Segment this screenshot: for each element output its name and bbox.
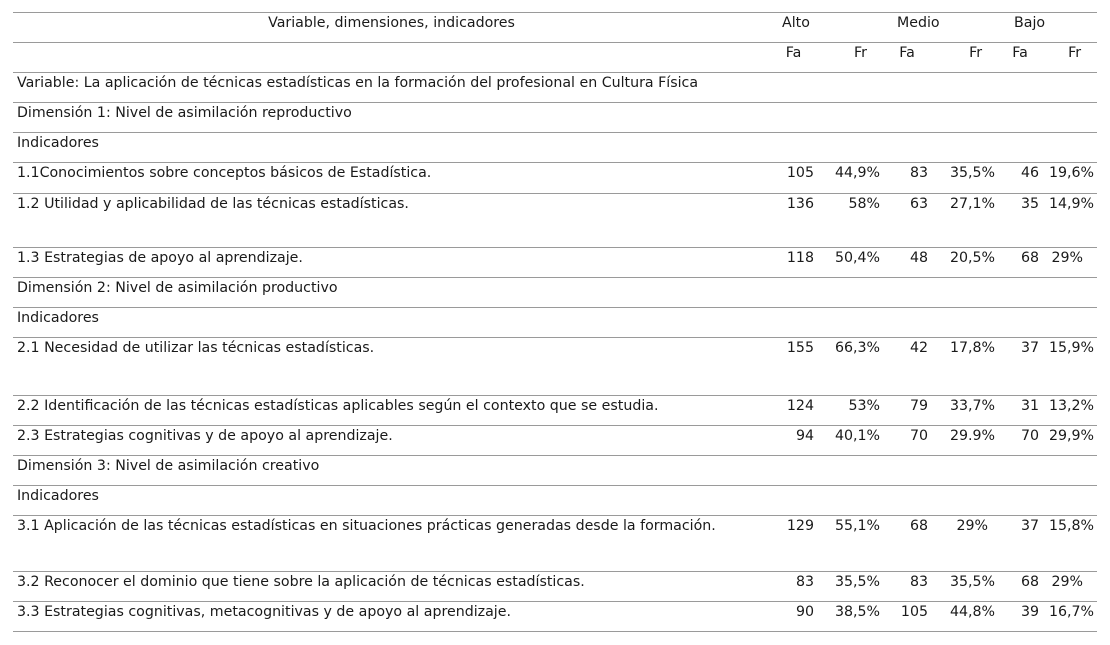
header-subcol-bajo-fr: Fr <box>1042 43 1097 73</box>
header-group-bajo: Bajo <box>998 13 1097 43</box>
indicator-label: 3.2 Reconocer el dominio que tiene sobre la aplicación de técnicas estadísticas. <box>13 572 770 602</box>
table-row <box>13 516 1097 572</box>
alto-fr: 38,5% <box>817 602 883 632</box>
medio-fr: 27,1% <box>931 194 998 248</box>
medio-fr: 35,5% <box>931 572 998 602</box>
medio-fr: 29.9% <box>931 426 998 456</box>
alto-fa: 129 <box>770 516 817 572</box>
bajo-fr: 29% <box>1042 248 1097 278</box>
alto-fr: 53% <box>817 396 883 426</box>
table-row <box>13 194 1097 248</box>
alto-fr: 50,4% <box>817 248 883 278</box>
header-subcol-alto-fr: Fr <box>817 43 883 73</box>
indicators-label: Indicadores <box>13 486 1097 516</box>
alto-fa: 155 <box>770 338 817 396</box>
bajo-fa: 37 <box>998 338 1042 396</box>
bajo-fr: 29,9% <box>1042 426 1097 456</box>
indicator-label: 1.3 Estrategias de apoyo al aprendizaje. <box>13 248 770 278</box>
indicator-label: 3.3 Estrategias cognitivas, metacognitivas y de apoyo al aprendizaje. <box>13 602 770 632</box>
bajo-fa: 31 <box>998 396 1042 426</box>
alto-fa: 83 <box>770 572 817 602</box>
table-row <box>13 163 1097 194</box>
medio-fa: 68 <box>883 516 931 572</box>
header-subcol-alto-fa: Fa <box>770 43 817 73</box>
table-row <box>13 602 1097 632</box>
alto-fa: 136 <box>770 194 817 248</box>
bajo-fr: 15,8% <box>1042 516 1097 572</box>
alto-fr: 55,1% <box>817 516 883 572</box>
medio-fr: 33,7% <box>931 396 998 426</box>
table-row <box>13 396 1097 426</box>
alto-fr: 66,3% <box>817 338 883 396</box>
bajo-fa: 68 <box>998 248 1042 278</box>
dimension-title: Dimensión 3: Nivel de asimilación creativo <box>13 456 1097 486</box>
bajo-fa: 37 <box>998 516 1042 572</box>
dimension-title: Dimensión 2: Nivel de asimilación productivo <box>13 278 1097 308</box>
alto-fa: 105 <box>770 163 817 194</box>
indicators-label: Indicadores <box>13 308 1097 338</box>
variable-label: Variable: La aplicación de técnicas estadísticas en la formación del profesional en Cultura Física <box>13 73 1097 103</box>
alto-fr: 44,9% <box>817 163 883 194</box>
bajo-fa: 39 <box>998 602 1042 632</box>
dimension-title: Dimensión 1: Nivel de asimilación reproductivo <box>13 103 1097 133</box>
bajo-fa: 46 <box>998 163 1042 194</box>
header-subcol-medio-fa: Fa <box>883 43 931 73</box>
bajo-fr: 15,9% <box>1042 338 1097 396</box>
medio-fr: 20,5% <box>931 248 998 278</box>
medio-fr: 17,8% <box>931 338 998 396</box>
bajo-fa: 70 <box>998 426 1042 456</box>
medio-fa: 83 <box>883 163 931 194</box>
medio-fr: 44,8% <box>931 602 998 632</box>
results-table <box>13 12 1097 632</box>
table-row <box>13 426 1097 456</box>
bajo-fr: 29% <box>1042 572 1097 602</box>
medio-fr: 29% <box>931 516 998 572</box>
medio-fr: 35,5% <box>931 163 998 194</box>
alto-fa: 94 <box>770 426 817 456</box>
indicator-label: 3.1 Aplicación de las técnicas estadísticas en situaciones prácticas generadas desde la formación. <box>13 516 770 572</box>
medio-fa: 48 <box>883 248 931 278</box>
header-title: Variable, dimensiones, indicadores <box>13 13 770 43</box>
medio-fa: 79 <box>883 396 931 426</box>
table-row <box>13 338 1097 396</box>
header-group-medio: Medio <box>883 13 998 43</box>
medio-fa: 105 <box>883 602 931 632</box>
indicator-label: 1.1Conocimientos sobre conceptos básicos de Estadística. <box>13 163 770 194</box>
indicator-label: 2.1 Necesidad de utilizar las técnicas estadísticas. <box>13 338 770 396</box>
header-group-alto: Alto <box>770 13 883 43</box>
medio-fa: 63 <box>883 194 931 248</box>
header-subcol-bajo-fa: Fa <box>998 43 1042 73</box>
medio-fa: 42 <box>883 338 931 396</box>
header-blank <box>13 43 770 73</box>
bajo-fa: 68 <box>998 572 1042 602</box>
bajo-fr: 19,6% <box>1042 163 1097 194</box>
indicator-label: 2.2 Identificación de las técnicas estadísticas aplicables según el contexto que se estudia. <box>13 396 770 426</box>
header-subcol-medio-fr: Fr <box>931 43 998 73</box>
alto-fr: 58% <box>817 194 883 248</box>
table-row <box>13 572 1097 602</box>
bajo-fr: 14,9% <box>1042 194 1097 248</box>
indicator-label: 1.2 Utilidad y aplicabilidad de las técnicas estadísticas. <box>13 194 770 248</box>
medio-fa: 70 <box>883 426 931 456</box>
medio-fa: 83 <box>883 572 931 602</box>
bajo-fa: 35 <box>998 194 1042 248</box>
alto-fa: 118 <box>770 248 817 278</box>
alto-fr: 35,5% <box>817 572 883 602</box>
indicators-label: Indicadores <box>13 133 1097 163</box>
alto-fr: 40,1% <box>817 426 883 456</box>
alto-fa: 124 <box>770 396 817 426</box>
bajo-fr: 13,2% <box>1042 396 1097 426</box>
bajo-fr: 16,7% <box>1042 602 1097 632</box>
alto-fa: 90 <box>770 602 817 632</box>
table-row <box>13 248 1097 278</box>
indicator-label: 2.3 Estrategias cognitivas y de apoyo al aprendizaje. <box>13 426 770 456</box>
